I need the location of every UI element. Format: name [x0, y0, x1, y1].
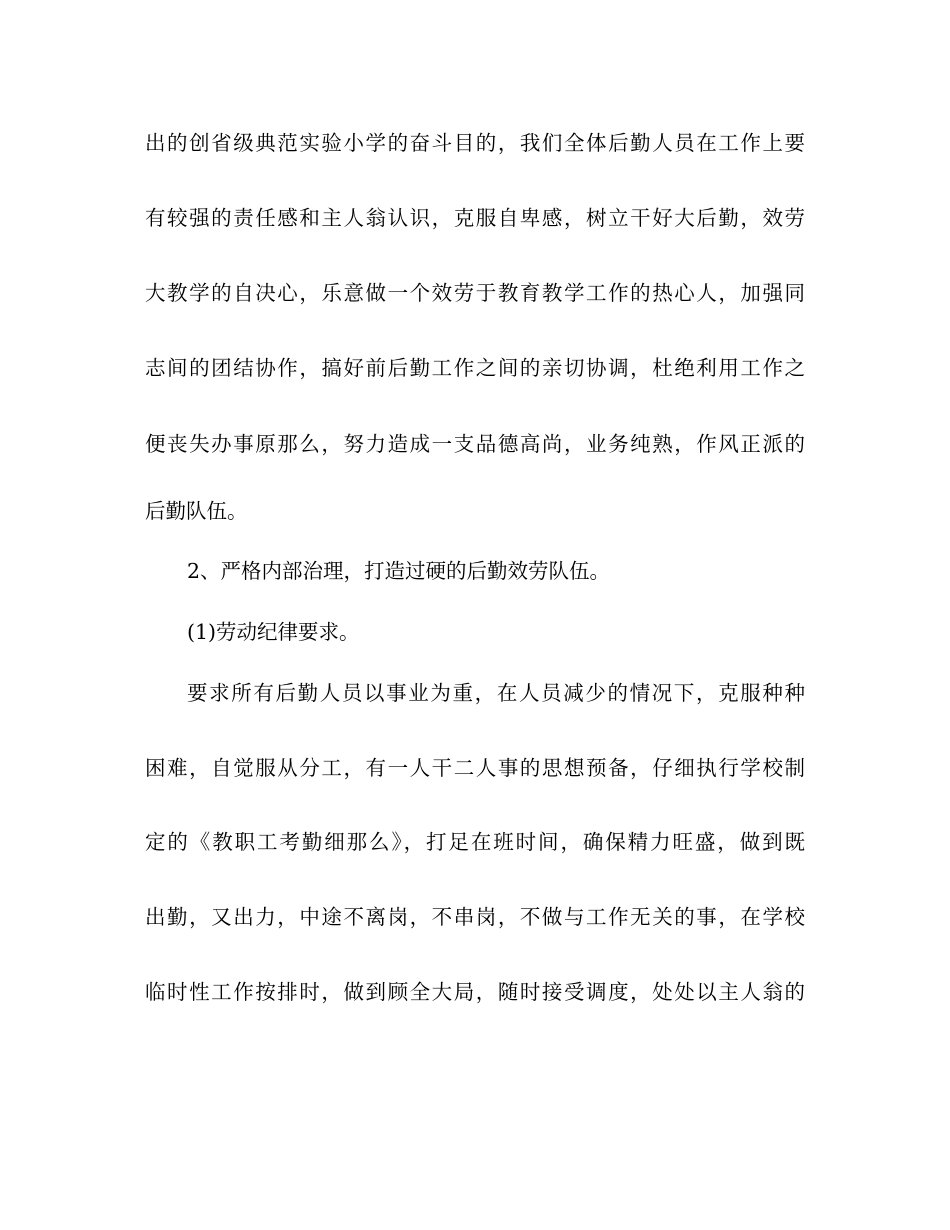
paragraph-line-1: 出的创省级典范实验小学的奋斗目的，我们全体后勤人员在工作上要 [145, 131, 805, 155]
section-heading: 2、严格内部治理，打造过硬的后勤效劳队伍。 [187, 559, 611, 583]
paragraph-line-10: 出勤，又出力，中途不离岗，不串岗，不做与工作无关的事，在学校 [145, 905, 805, 929]
paragraph-line-8: 困难，自觉服从分工，有一人干二人事的思想预备，仔细执行学校制 [145, 756, 805, 780]
subsection-heading: (1)劳动纪律要求。 [187, 620, 360, 644]
paragraph-line-11: 临时性工作按排时，做到顾全大局，随时接受调度，处处以主人翁的 [145, 980, 805, 1004]
paragraph-line-4: 志间的团结协作，搞好前后勤工作之间的亲切协调，杜绝利用工作之 [145, 356, 805, 380]
paragraph-line-6: 后勤队伍。 [145, 499, 248, 523]
paragraph-line-7: 要求所有后勤人员以事业为重，在人员减少的情况下，克服种种 [187, 681, 805, 705]
paragraph-line-5: 便丧失办事原那么，努力造成一支品德高尚，业务纯熟，作风正派的 [145, 432, 805, 456]
paragraph-line-2: 有较强的责任感和主人翁认识，克服自卑感，树立干好大后勤，效劳 [145, 206, 805, 230]
paragraph-line-9: 定的《教职工考勤细那么》，打足在班时间，确保精力旺盛，做到既 [145, 830, 805, 854]
paragraph-line-3: 大教学的自决心，乐意做一个效劳于教育教学工作的热心人，加强同 [145, 281, 805, 305]
